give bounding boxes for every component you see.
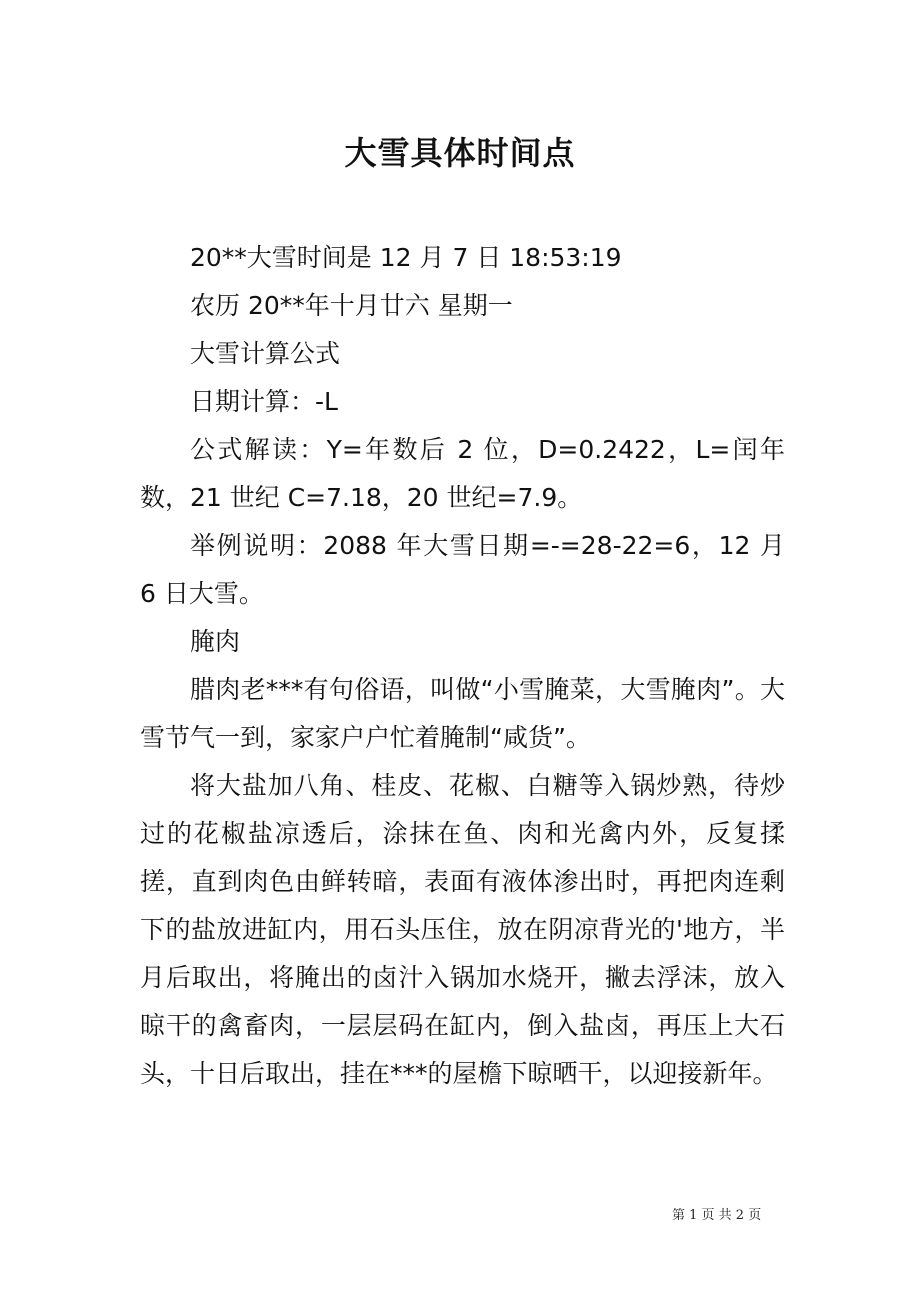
paragraph-curing-method: 将大盐加八角、桂皮、花椒、白糖等入锅炒熟，待炒过的花椒盐凉透后，涂抹在鱼、肉和光禽内外，反复揉搓，直到肉色由鲜转暗，表面有液体渗出时，再把肉连剩下的盐放进缸内，用石头压住，放在阴凉背光的'地方，半月后取出，将腌出的卤汁入锅加水烧开，撇去浮沫，放入晾干的禽畜肉，一层层码在缸内，倒入盐卤，再压上大石头，十日后取出，挂在***的屋檐下晾晒干，以迎接新年。 xyxy=(140,771,785,1088)
document-title: 大雪具体时间点 xyxy=(344,134,576,172)
paragraph-cured-meat-saying: 腊肉老***有句俗语，叫做“小雪腌菜，大雪腌肉”。大雪节气一到，家家户户忙着腌制“咸货”。 xyxy=(140,675,785,752)
paragraph-cured-meat-heading: 腌肉 xyxy=(190,627,241,656)
paragraph-lunar-date: 农历 20**年十月廿六 星期一 xyxy=(190,291,513,320)
paragraph-example: 举例说明：2088 年大雪日期=-=28-22=6，12 月 6 日大雪。 xyxy=(140,531,785,608)
document-body xyxy=(140,234,785,1098)
paragraph-formula-heading: 大雪计算公式 xyxy=(190,339,341,368)
paragraph-formula-explanation: 公式解读：Y=年数后 2 位，D=0.2422，L=闰年数，21 世纪 C=7.18，20 世纪=7.9。 xyxy=(140,435,785,512)
page-number-footer: 第 1 页 共 2 页 xyxy=(672,1208,762,1223)
paragraph-date-calculation: 日期计算：-L xyxy=(190,387,338,416)
paragraph-solar-term-time: 20**大雪时间是 12 月 7 日 18:53:19 xyxy=(190,243,622,272)
